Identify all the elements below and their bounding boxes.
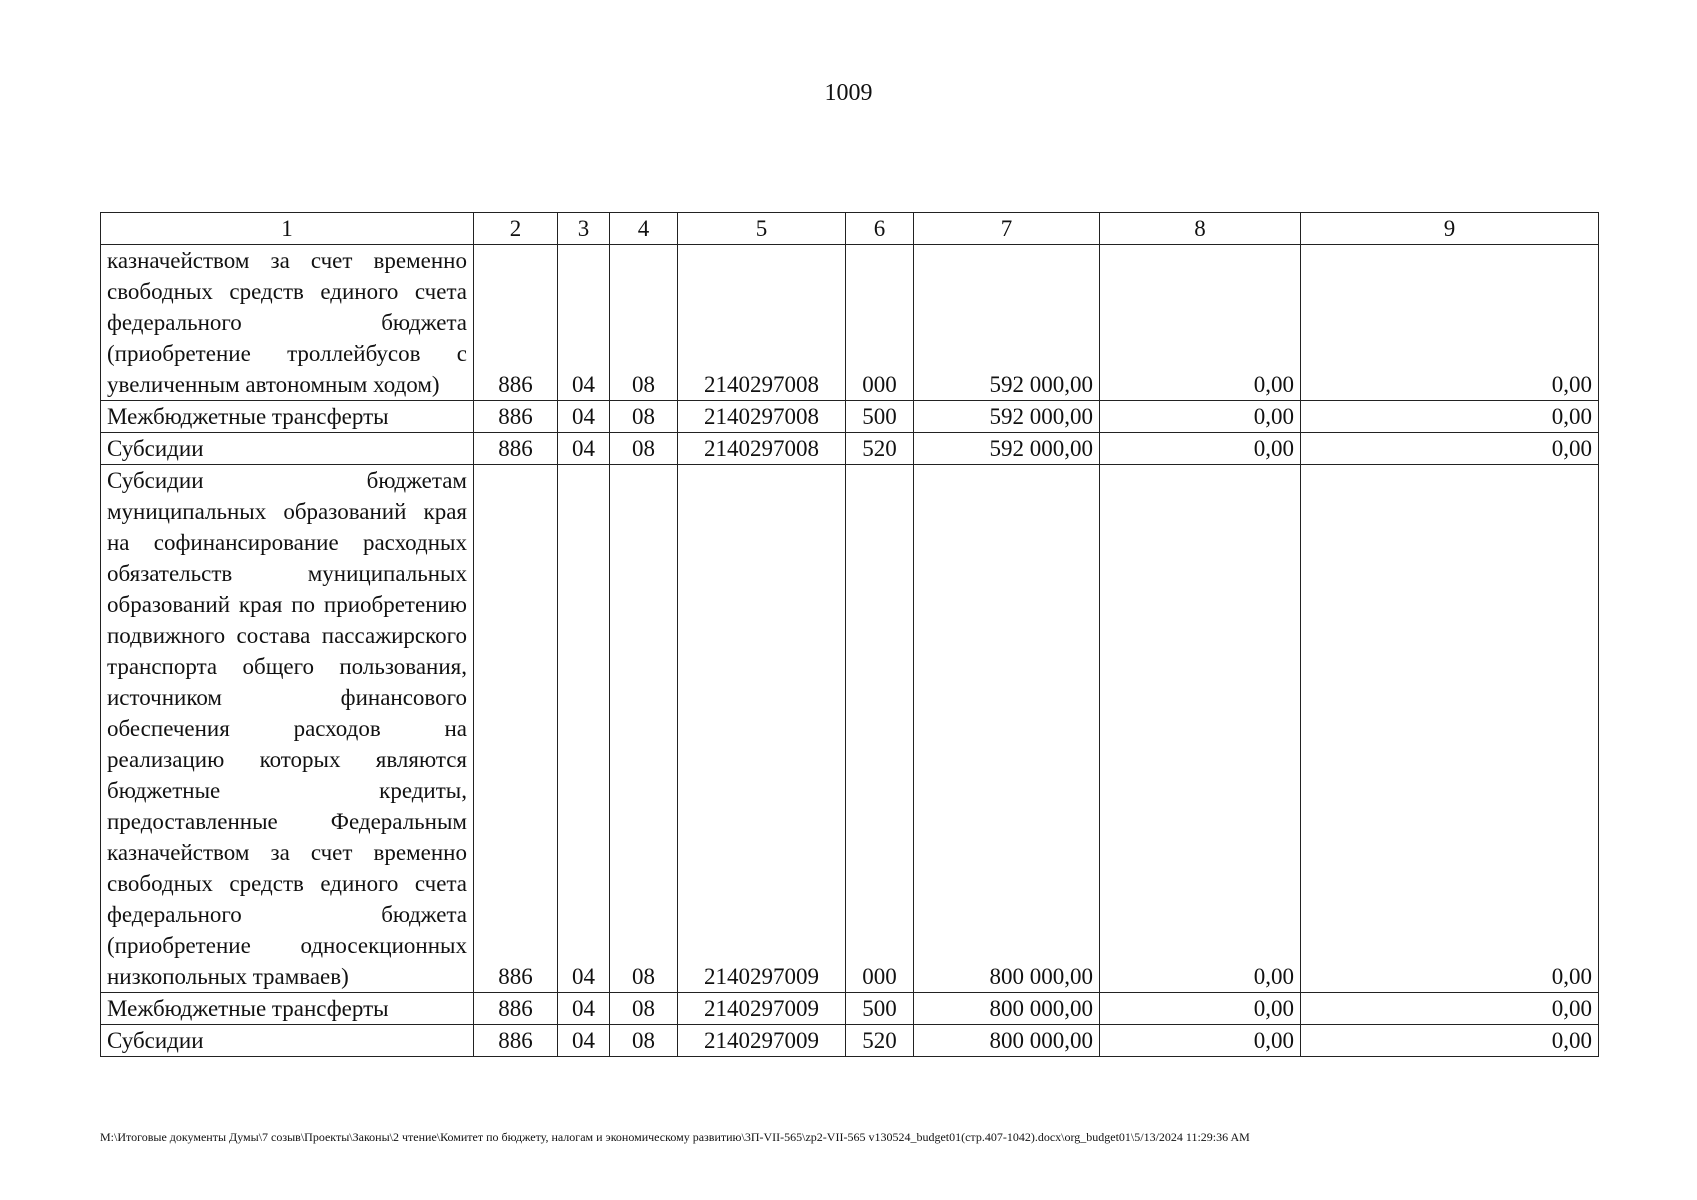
amount-col8: 0,00: [1100, 401, 1301, 433]
section-code: 04: [558, 465, 610, 993]
table-row: [101, 245, 1599, 401]
amount-col7: 800 000,00: [914, 465, 1100, 993]
page-number: 1009: [824, 80, 873, 106]
column-header-5: 5: [678, 213, 846, 245]
column-header-3: 3: [558, 213, 610, 245]
subsection-code: 08: [610, 433, 678, 465]
row-description: Межбюджетные трансферты: [101, 993, 474, 1025]
amount-col7: 592 000,00: [914, 401, 1100, 433]
section-code: 04: [558, 993, 610, 1025]
expense-type-code: 000: [846, 245, 914, 401]
expense-type-code: 000: [846, 465, 914, 993]
table-row: [101, 1025, 1599, 1057]
target-article-code: 2140297009: [678, 993, 846, 1025]
row-description: Субсидии: [101, 1025, 474, 1057]
column-header-6: 6: [846, 213, 914, 245]
amount-col8: 0,00: [1100, 1025, 1301, 1057]
subsection-code: 08: [610, 465, 678, 993]
ministry-code: 886: [474, 245, 558, 401]
amount-col7: 592 000,00: [914, 433, 1100, 465]
column-header-2: 2: [474, 213, 558, 245]
subsection-code: 08: [610, 993, 678, 1025]
amount-col8: 0,00: [1100, 245, 1301, 401]
expense-type-code: 520: [846, 433, 914, 465]
target-article-code: 2140297009: [678, 465, 846, 993]
section-code: 04: [558, 433, 610, 465]
amount-col8: 0,00: [1100, 433, 1301, 465]
section-code: 04: [558, 245, 610, 401]
target-article-code: 2140297008: [678, 401, 846, 433]
amount-col8: 0,00: [1100, 993, 1301, 1025]
ministry-code: 886: [474, 433, 558, 465]
amount-col9: 0,00: [1301, 245, 1599, 401]
column-header-7: 7: [914, 213, 1100, 245]
amount-col7: 592 000,00: [914, 245, 1100, 401]
expense-type-code: 500: [846, 993, 914, 1025]
amount-col9: 0,00: [1301, 465, 1599, 993]
column-header-1: 1: [101, 213, 474, 245]
row-description: казначейством за счет временно свободных средств единого счета федерального бюджета (приобретение троллейбусов с увеличенным автономным ходом): [101, 245, 474, 401]
amount-col9: 0,00: [1301, 993, 1599, 1025]
ministry-code: 886: [474, 401, 558, 433]
column-header-8: 8: [1100, 213, 1301, 245]
table-row: [101, 465, 1599, 993]
ministry-code: 886: [474, 1025, 558, 1057]
section-code: 04: [558, 1025, 610, 1057]
ministry-code: 886: [474, 465, 558, 993]
amount-col9: 0,00: [1301, 1025, 1599, 1057]
table-row: [101, 433, 1599, 465]
column-header-9: 9: [1301, 213, 1599, 245]
subsection-code: 08: [610, 245, 678, 401]
amount-col8: 0,00: [1100, 465, 1301, 993]
target-article-code: 2140297008: [678, 433, 846, 465]
amount-col9: 0,00: [1301, 433, 1599, 465]
amount-col7: 800 000,00: [914, 993, 1100, 1025]
expense-type-code: 520: [846, 1025, 914, 1057]
ministry-code: 886: [474, 993, 558, 1025]
subsection-code: 08: [610, 401, 678, 433]
column-header-4: 4: [610, 213, 678, 245]
row-description: Межбюджетные трансферты: [101, 401, 474, 433]
budget-table: [100, 212, 1599, 1057]
table-row: [101, 401, 1599, 433]
target-article-code: 2140297009: [678, 1025, 846, 1057]
row-description: Субсидии бюджетам муниципальных образований края на софинансирование расходных обязательств муниципальных образований края по приобретению подвижного состава пассажирского транспорта общего пользования, источником финансового обеспечения расходов на реализацию которых являются бюджетные кредиты, предоставленные Федеральным казначейством за счет временно свободных средств единого счета федерального бюджета (приобретение односекционных низкопольных трамваев): [101, 465, 474, 993]
amount-col7: 800 000,00: [914, 1025, 1100, 1057]
document-path-footer: М:\Итоговые документы Думы\7 созыв\Проекты\Законы\2 чтение\Комитет по бюджету, налогам и экономическому развитию\3П-VII-565\zp2-VII-565 v130524_budget01(стр.407-1042).docx\org_budget01\5/13/2024 11:29:36 AM: [100, 1130, 1250, 1144]
amount-col9: 0,00: [1301, 401, 1599, 433]
table-header-row: [101, 213, 1599, 245]
row-description: Субсидии: [101, 433, 474, 465]
expense-type-code: 500: [846, 401, 914, 433]
target-article-code: 2140297008: [678, 245, 846, 401]
subsection-code: 08: [610, 1025, 678, 1057]
section-code: 04: [558, 401, 610, 433]
table-row: [101, 993, 1599, 1025]
